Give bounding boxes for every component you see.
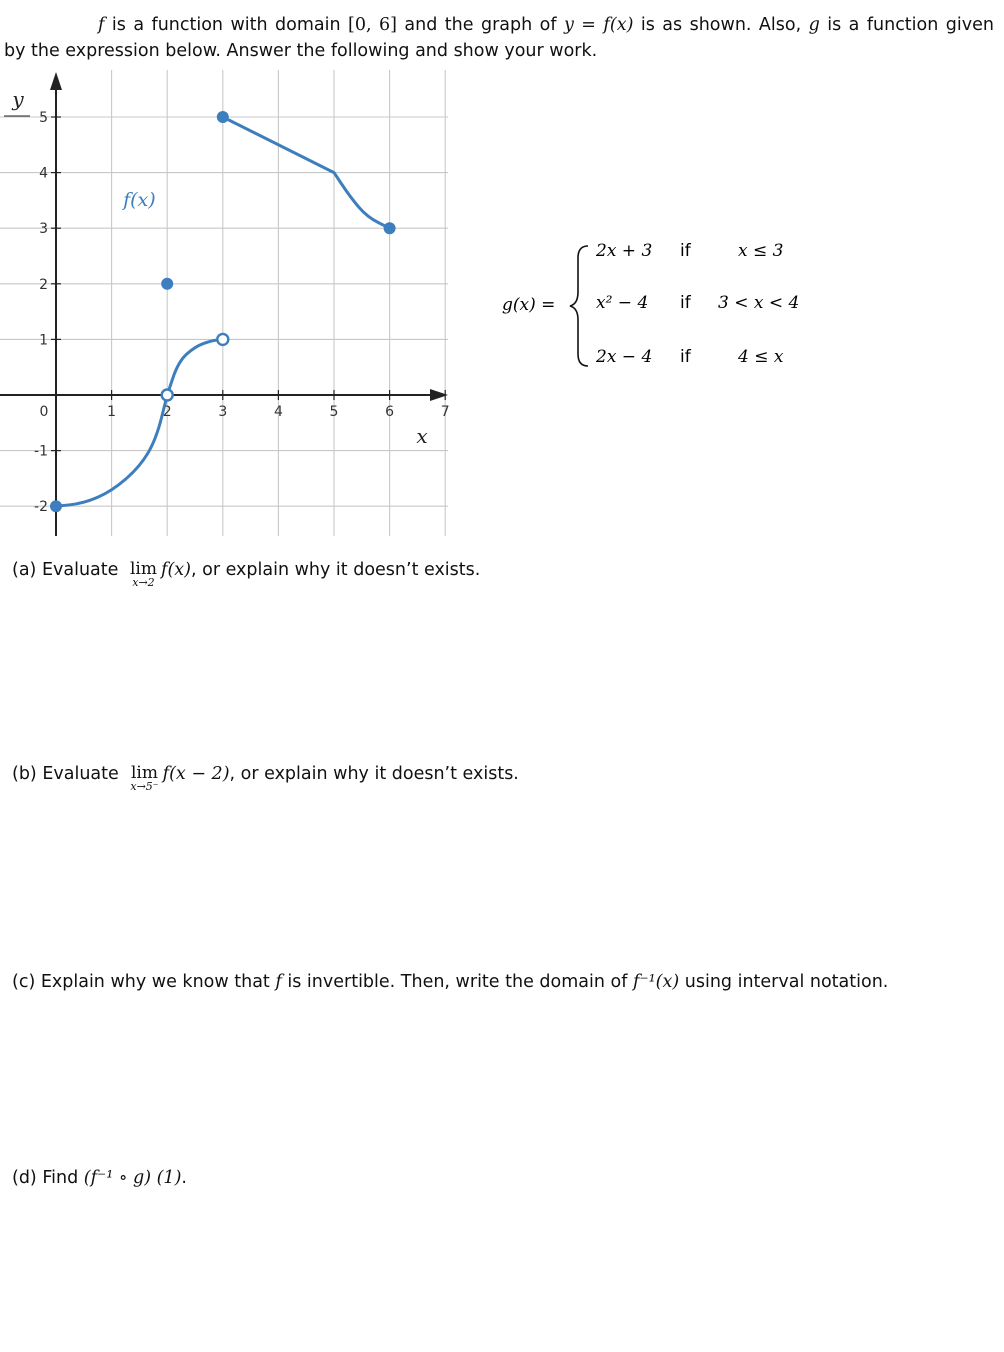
intro-equation: y = f(x)	[563, 15, 634, 35]
closed-point	[217, 112, 228, 123]
question-d-expr: (f⁻¹ ∘ g) (1)	[83, 1168, 182, 1188]
y-tick-label: 5	[39, 110, 48, 126]
x-tick-label: 0	[39, 404, 49, 420]
x-tick-label: 7	[440, 404, 450, 420]
left-brace	[570, 246, 588, 366]
intro-var-f: f	[98, 15, 105, 35]
x-tick-label: 5	[329, 404, 339, 420]
y-axis-arrow	[50, 72, 62, 90]
limit-subscript: x→5⁻	[130, 780, 159, 793]
y-tick-label: 1	[39, 332, 48, 349]
x-tick-label: 4	[273, 404, 283, 420]
intro-text: is as shown. Also,	[633, 15, 809, 35]
question-b-rest: , or explain why it doesn’t exists.	[229, 764, 519, 784]
case-expr: x² − 4	[596, 293, 649, 313]
intro-text: is a function with domain	[104, 15, 349, 35]
limit-word: lim	[130, 763, 158, 783]
case-cond: x ≤ 3	[738, 241, 784, 261]
limit-notation	[130, 560, 157, 588]
question-c-text: is invertible. Then, write the domain of	[281, 972, 633, 992]
question-c-var-f: f	[275, 972, 282, 992]
closed-point	[51, 501, 62, 512]
question-c-finv: f⁻¹(x)	[632, 972, 680, 992]
y-tick-label: -1	[34, 443, 48, 460]
function-graph	[0, 66, 470, 546]
intro-var-g: g	[808, 15, 820, 35]
question-a-rest: , or explain why it doesn’t exists.	[190, 560, 481, 580]
g-definition	[500, 232, 820, 383]
limit-word: lim	[129, 559, 157, 579]
problem-intro	[4, 12, 994, 64]
case-row-3	[595, 347, 784, 367]
limit-subscript: x→2	[132, 576, 155, 589]
g-piecewise-svg	[500, 232, 820, 378]
x-tick-label: 2	[162, 404, 172, 420]
x-axis-label: x	[416, 424, 428, 448]
x-tick-label: 1	[107, 404, 117, 420]
curve-label: f(x)	[123, 188, 156, 211]
series-line	[167, 339, 223, 395]
case-row-1	[595, 241, 783, 261]
x-tick-label: 6	[385, 404, 395, 420]
intro-line-1	[4, 12, 994, 38]
y-tick-label: 2	[39, 276, 48, 293]
case-cond: 3 < x < 4	[718, 293, 800, 313]
question-c-text: using interval notation.	[679, 972, 889, 992]
case-expr: 2x − 4	[596, 347, 653, 367]
case-row-2	[596, 293, 799, 313]
g-lhs: g(x) =	[502, 295, 556, 315]
intro-text: is a function given	[819, 15, 994, 35]
question-a	[12, 560, 480, 588]
intro-text: and the graph of	[396, 15, 564, 35]
question-c	[12, 972, 888, 992]
question-b-label: (b) Evaluate	[12, 764, 119, 784]
case-if: if	[680, 293, 691, 313]
case-cond: 4 ≤ x	[738, 347, 784, 367]
closed-point	[162, 278, 173, 289]
open-point	[162, 390, 173, 401]
question-b	[12, 764, 519, 792]
limit-notation	[130, 764, 158, 792]
closed-point	[384, 223, 395, 234]
case-expr: 2x + 3	[596, 241, 653, 261]
question-a-label: (a) Evaluate	[12, 560, 119, 580]
intro-domain: [0, 6]	[348, 15, 397, 35]
question-b-expr: f(x − 2)	[162, 764, 230, 784]
open-point	[217, 334, 228, 345]
question-c-text: (c) Explain why we know that	[12, 972, 276, 992]
question-d-text: (d) Find	[12, 1168, 84, 1188]
case-if: if	[680, 347, 691, 367]
y-tick-label: 3	[39, 221, 48, 238]
y-tick-label: 4	[39, 165, 48, 182]
y-tick-label: -2	[34, 499, 48, 516]
question-a-expr: f(x)	[160, 560, 191, 580]
x-tick-label: 3	[218, 404, 228, 420]
question-d-text: .	[181, 1168, 187, 1188]
y-axis-label: y	[12, 87, 24, 111]
question-d	[12, 1168, 187, 1188]
intro-line-2: by the expression below. Answer the following and show your work.	[4, 41, 598, 61]
case-if: if	[680, 241, 691, 261]
